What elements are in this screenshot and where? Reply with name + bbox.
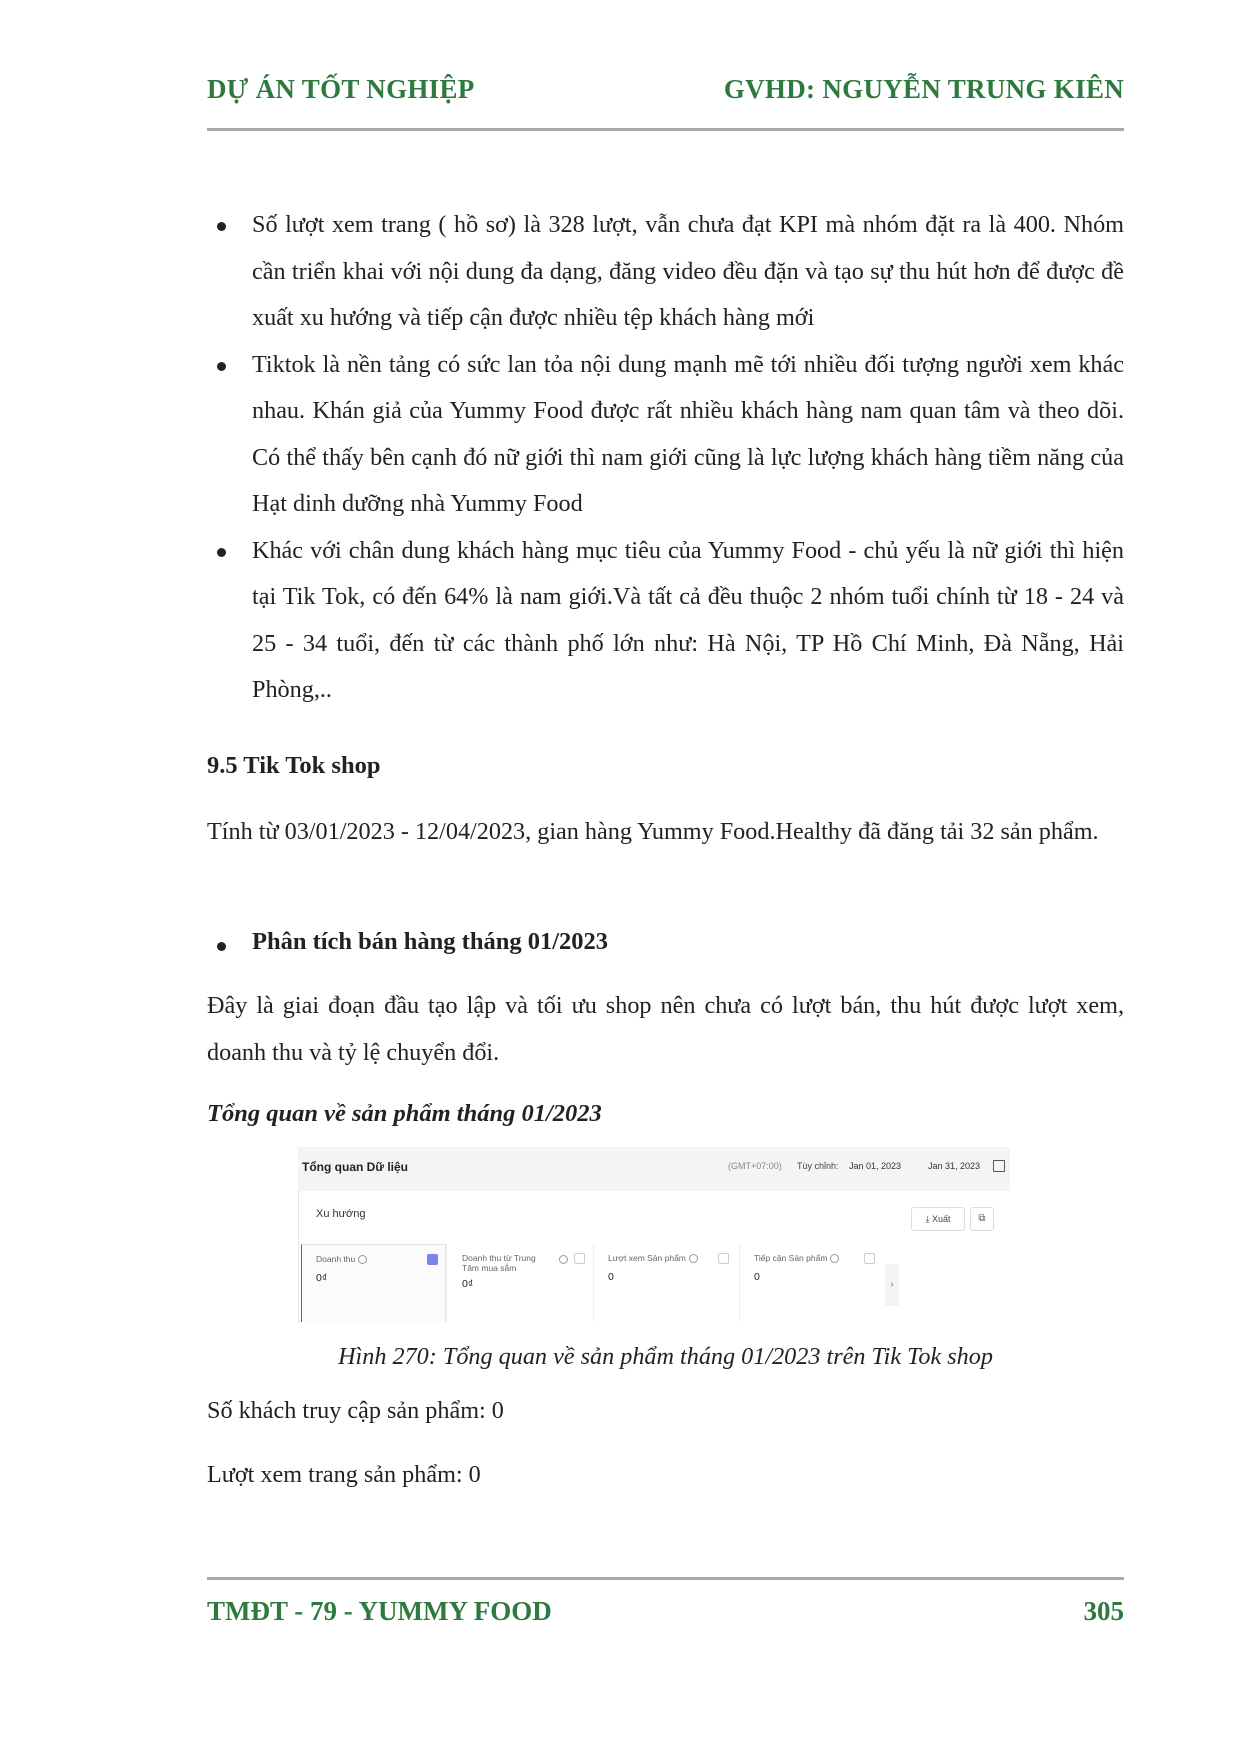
page-views-stat: Lượt xem trang sản phẩm: 0: [207, 1461, 481, 1488]
stage-paragraph: Đây là giai đoạn đầu tạo lập và tối ưu shop nên chưa có lượt bán, thu hút được lượt xem, doanh thu và tỷ lệ chuyển đổi.: [207, 992, 1124, 1066]
date-start[interactable]: Jan 01, 2023: [849, 1161, 902, 1171]
metric-value: 0₫: [316, 1272, 328, 1284]
calendar-icon[interactable]: [993, 1160, 1005, 1172]
trend-label: Xu hướng: [316, 1208, 366, 1220]
metric-card-revenue[interactable]: Doanh thu 0₫: [301, 1244, 446, 1322]
page-number: 305: [1083, 1596, 1124, 1626]
info-icon: [358, 1255, 367, 1264]
bullet-icon: [217, 548, 226, 557]
metric-card-product-views[interactable]: Lượt xem Sản phẩm 0: [594, 1244, 739, 1322]
figure-title: Tổng quan về sản phẩm tháng 01/2023: [207, 1100, 602, 1127]
custom-range-label: Tùy chỉnh:: [797, 1161, 839, 1171]
list-item: Tiktok là nền tảng có sức lan tỏa nội dung mạnh mẽ tới nhiều đối tượng người xem khác nhau. Khán giả của Yummy Food được rất nhiều khách hàng nam quan tâm và theo dõi. Có thể thấy bên cạnh đó nữ giới thì nam giới cũng là lực lượng khách hàng tiềm năng của Hạt dinh dưỡng nhà Yummy Food: [207, 342, 1124, 528]
findings-list: [207, 202, 1124, 714]
fullscreen-icon[interactable]: ⧉: [970, 1207, 994, 1231]
checkbox-icon[interactable]: [574, 1253, 585, 1264]
info-icon: [830, 1254, 839, 1263]
checkbox-checked-icon[interactable]: [427, 1254, 438, 1265]
metric-value: 0: [754, 1271, 760, 1283]
visitors-stat: Số khách truy cập sản phẩm: 0: [207, 1397, 504, 1424]
figure-caption: Hình 270: Tổng quan về sản phẩm tháng 01/2023 trên Tik Tok shop: [338, 1343, 993, 1370]
checkbox-icon[interactable]: [864, 1253, 875, 1264]
intro-paragraph: Tính từ 03/01/2023 - 12/04/2023, gian hàng Yummy Food.Healthy đã đăng tải 32 sản phẩm.: [207, 818, 1099, 845]
metric-value: 0₫: [462, 1278, 474, 1290]
section-heading: 9.5 Tik Tok shop: [207, 752, 381, 779]
card-divider: [446, 1244, 447, 1322]
timezone-label: (GMT+07:00): [728, 1161, 782, 1171]
metric-card-product-reach[interactable]: Tiếp cận Sản phẩm 0: [740, 1244, 885, 1322]
project-title: DỰ ÁN TỐT NGHIỆP: [207, 74, 475, 104]
bullet-icon: [217, 362, 226, 371]
export-button[interactable]: ⤓ Xuất: [911, 1207, 965, 1231]
page-header: [207, 74, 1124, 108]
header-divider: [207, 128, 1124, 131]
tiktok-shop-screenshot: [298, 1147, 1010, 1322]
next-arrow-icon[interactable]: ›: [885, 1264, 899, 1306]
bullet-icon: [217, 942, 226, 951]
list-item: Số lượt xem trang ( hồ sơ) là 328 lượt, vẫn chưa đạt KPI mà nhóm đặt ra là 400. Nhóm cần triển khai với nội dung đa dạng, đăng video đều đặn và tạo sự thu hút hơn để được đề xuất xu hướng và tiếp cận được nhiều tệp khách hàng mới: [207, 202, 1124, 342]
info-icon: [559, 1255, 568, 1264]
bullet-icon: [217, 222, 226, 231]
footer-divider: [207, 1577, 1124, 1580]
footer-title: TMĐT - 79 - YUMMY FOOD: [207, 1596, 552, 1626]
advisor-name: GVHD: NGUYỄN TRUNG KIÊN: [723, 74, 1124, 104]
checkbox-icon[interactable]: [718, 1253, 729, 1264]
sub-heading: Phân tích bán hàng tháng 01/2023: [207, 928, 608, 956]
metric-value: 0: [608, 1271, 614, 1283]
list-item: Khác với chân dung khách hàng mục tiêu của Yummy Food - chủ yếu là nữ giới thì hiện tại Tik Tok, có đến 64% là nam giới.Và tất cả đều thuộc 2 nhóm tuổi chính từ 18 - 24 và 25 - 34 tuổi, đến từ các thành phố lớn như: Hà Nội, TP Hồ Chí Minh, Đà Nẵng, Hải Phòng,..: [207, 528, 1124, 714]
info-icon: [689, 1254, 698, 1263]
date-end[interactable]: Jan 31, 2023: [928, 1161, 981, 1171]
metric-card-mall-revenue[interactable]: Doanh thu từ Trung Tâm mua sắm 0₫: [448, 1244, 593, 1322]
data-overview-title: Tổng quan Dữ liệu: [302, 1160, 409, 1174]
